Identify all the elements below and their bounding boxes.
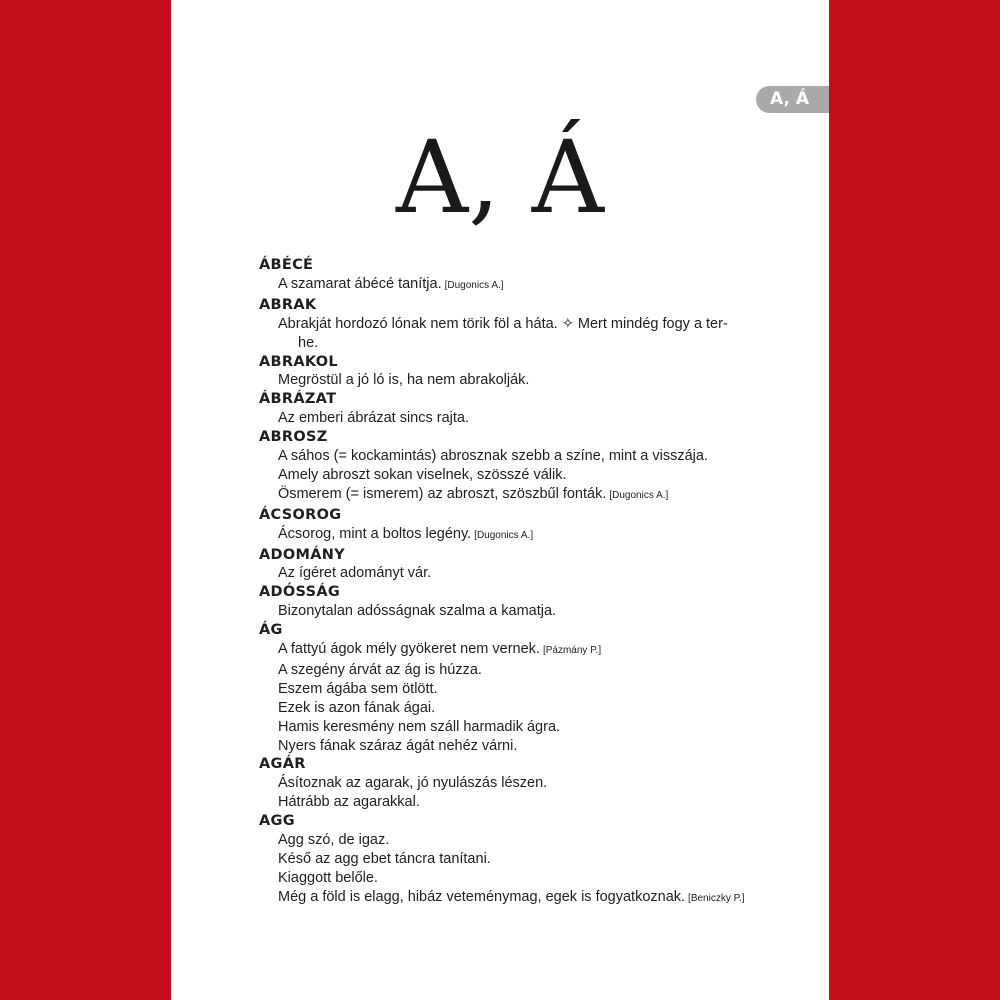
entry-abrak [259, 296, 759, 353]
entry-headword: ABROSZ [259, 429, 328, 446]
proverb-text: Az ígéret adományt vár. [278, 565, 432, 582]
entry-headword: ÁCSOROG [259, 506, 342, 523]
proverb-text: Ácsorog, mint a boltos legény. [278, 525, 472, 542]
proverb [278, 466, 759, 485]
book-page [171, 0, 829, 1000]
proverb [278, 564, 759, 583]
proverb-text: Megröstül a jó ló is, ha nem abrakolják. [278, 372, 530, 389]
entry-headword: ADOMÁNY [259, 546, 345, 563]
proverb-continuation: he. [298, 334, 319, 351]
entry-headword: ABRAK [259, 296, 317, 313]
proverb-text: A szamarat ábécé tanítja. [278, 275, 442, 292]
entry-abece [259, 256, 759, 296]
proverb-text: Késő az agg ebet táncra tanítani. [278, 850, 491, 867]
entry-headword: AGÁR [259, 756, 306, 773]
entry-agar [259, 755, 759, 812]
proverb-text: Még a föld is elagg, hibáz veteménymag, egek is fogyatkoznak. [278, 888, 686, 905]
proverb-source: [Pázmány P.] [542, 644, 602, 656]
proverb-text: Hamis keresmény nem száll harmadik ágra. [278, 718, 561, 735]
entry-abrosz [259, 428, 759, 506]
proverb-text: Ásítoznak az agarak, jó nyulászás lészen. [278, 775, 548, 792]
proverb-text: Nyers fának száraz ágát nehéz várni. [278, 737, 518, 754]
proverb [278, 371, 759, 390]
proverb-text: Az emberi ábrázat sincs rajta. [278, 410, 469, 427]
proverb-text: A szegény árvát az ág is húzza. [278, 661, 482, 678]
proverb [278, 718, 759, 737]
proverb-text: Ösmerem (= ismerem) az abroszt, szöszbűl fonták. [278, 485, 607, 502]
entry-abrakol [259, 353, 759, 391]
proverb-source: [Beniczky P.] [688, 892, 745, 904]
entry-adomany [259, 546, 759, 584]
proverb-text: Ezek is azon fának ágai. [278, 699, 436, 716]
entry-headword: ADÓSSÁG [259, 584, 341, 601]
proverb [278, 888, 759, 909]
proverb-source: [Dugonics A.] [609, 489, 669, 501]
entry-agg [259, 812, 759, 909]
proverb [278, 525, 759, 546]
entry-headword: AGG [259, 813, 295, 830]
proverb [278, 275, 759, 296]
proverb [278, 831, 759, 850]
proverb-text: Abrakját hordozó lónak nem törik föl a háta. ✧ Mert mindég fogy a ter- [278, 315, 728, 332]
section-letter-heading: A, Á [395, 119, 604, 236]
proverb [278, 869, 759, 888]
proverb-text: Hátrább az agarakkal. [278, 794, 420, 811]
entry-ag [259, 621, 759, 755]
proverb [278, 774, 759, 793]
proverb-source: [Dugonics A.] [474, 529, 534, 541]
proverb-text: Amely abroszt sokan viselnek, szösszé válik. [278, 466, 567, 483]
proverb-text: Eszem ágába sem ötlött. [278, 680, 438, 697]
proverb-text: Bizonytalan adósságnak szalma a kamatja. [278, 603, 557, 620]
entry-list [259, 256, 759, 909]
entry-headword: ABRAKOL [259, 353, 338, 370]
entry-abrazat [259, 390, 759, 428]
entry-headword: ÁBRÁZAT [259, 391, 337, 408]
proverb [278, 409, 759, 428]
letter-tab: A, Á [756, 86, 829, 113]
proverb-source: [Dugonics A.] [444, 279, 504, 291]
proverb [278, 793, 759, 812]
entry-adossag [259, 583, 759, 621]
proverb [278, 447, 759, 466]
proverb [278, 315, 759, 353]
entry-headword: ÁBÉCÉ [259, 257, 314, 273]
entry-acsorog [259, 506, 759, 546]
proverb [278, 661, 759, 680]
entry-headword: ÁG [259, 622, 283, 639]
proverb [278, 640, 759, 661]
proverb [278, 737, 759, 756]
proverb [278, 602, 759, 621]
proverb [278, 485, 759, 506]
proverb [278, 850, 759, 869]
proverb-text: A fattyú ágok mély gyökeret nem vernek. [278, 640, 540, 657]
proverb-text: Kiaggott belőle. [278, 869, 378, 886]
proverb-text: Agg szó, de igaz. [278, 832, 390, 849]
proverb [278, 699, 759, 718]
proverb [278, 680, 759, 699]
proverb-text: A sáhos (= kockamintás) abrosznak szebb a színe, mint a visszája. [278, 447, 708, 464]
